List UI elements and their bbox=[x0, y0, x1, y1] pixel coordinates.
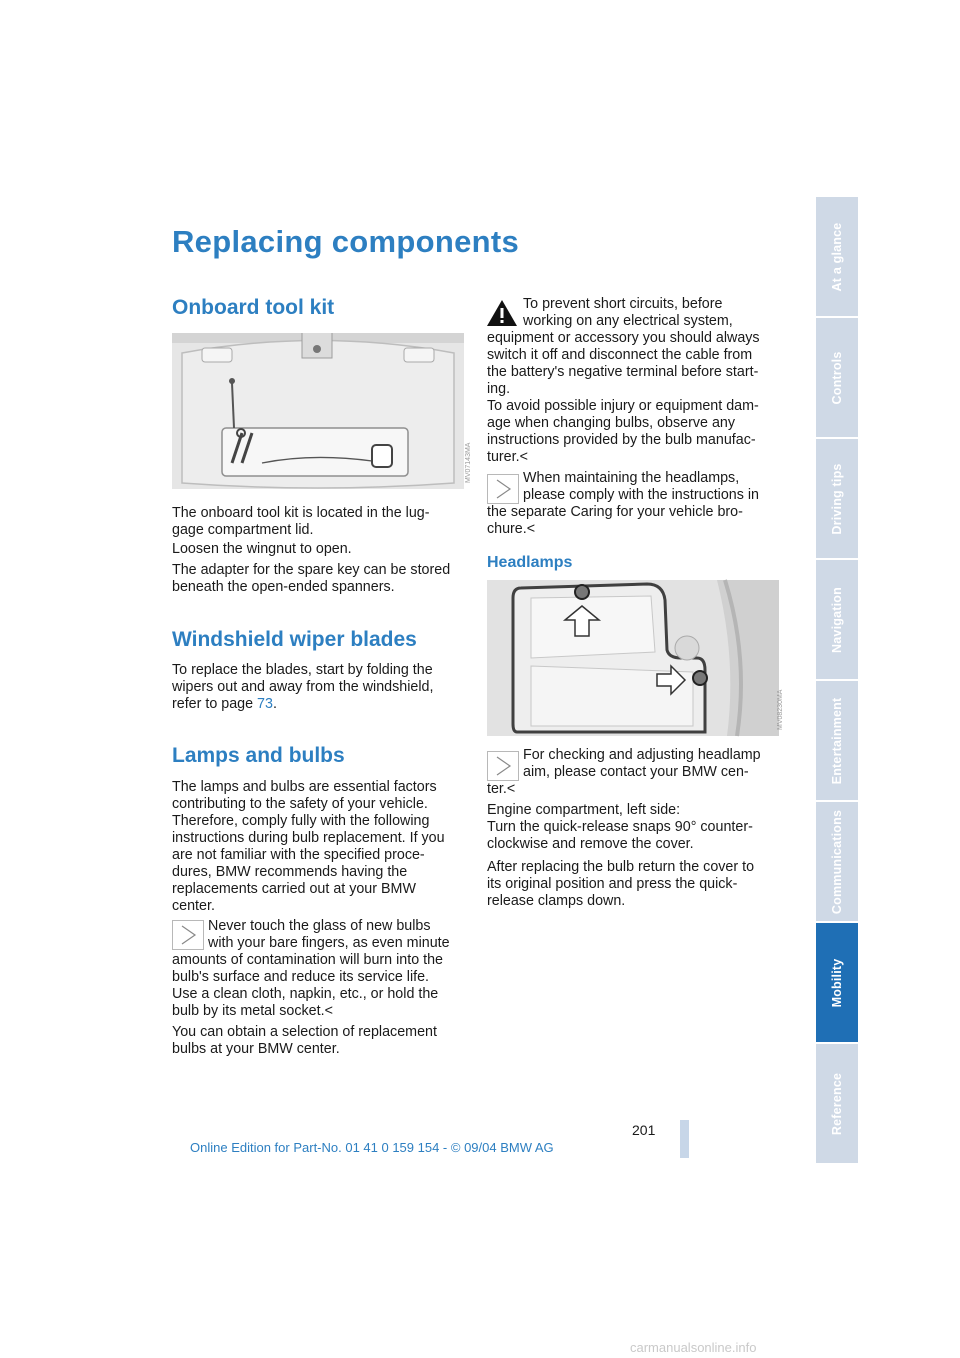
section-tabs bbox=[816, 197, 858, 1165]
tab-communications[interactable]: Communications bbox=[816, 802, 858, 921]
lamps-intro: The lamps and bulbs are essential factors contributing to the safety of your vehicle. Therefore, comply fully with the following instructions during bulb replacement. If you are not familiar with the specified proce- dures, BMW recommends having the replacements carried out at your BMW center. bbox=[172, 779, 445, 914]
heading-headlamps: Headlamps bbox=[487, 554, 573, 571]
tab-at-a-glance[interactable]: At a glance bbox=[816, 197, 858, 316]
page-marker-bar bbox=[680, 1120, 689, 1158]
headlamp-aim-note: For checking and adjusting headlamp aim, please contact your BMW cen- ter.< bbox=[487, 747, 761, 797]
page-title: Replacing components bbox=[172, 224, 520, 259]
tab-controls[interactable]: Controls bbox=[816, 318, 858, 437]
bulbs-availability: You can obtain a selection of replacement bulbs at your BMW center. bbox=[172, 1024, 437, 1057]
watermark: carmanualsonline.info bbox=[630, 1340, 757, 1355]
tool-kit-text-1: The onboard tool kit is located in the lug- gage compartment lid. bbox=[172, 505, 430, 538]
warning-text: To prevent short circuits, before working on any electrical system, equipment or accessory you should always switch it off and disconnect the cable from the battery's negative terminal before start- ing. To avoid possible injury or equipment dam- age when changing bulbs, observe any instructions provided by the bulb manufac- turer.< bbox=[487, 296, 760, 465]
heading-lamps-and-bulbs: Lamps and bulbs bbox=[172, 744, 345, 767]
headlamp-care-note: When maintaining the headlamps, please comply with the instructions in the separate Caring for your vehicle bro- chure.< bbox=[487, 470, 760, 537]
image-code: MV08230MA bbox=[777, 689, 784, 730]
tab-reference[interactable]: Reference bbox=[816, 1044, 858, 1163]
tab-entertainment[interactable]: Entertainment bbox=[816, 681, 858, 800]
engine-compartment-text: Engine compartment, left side: Turn the quick-release snaps 90° counter- clockwise and remove the cover. bbox=[487, 802, 753, 852]
bulb-note: Never touch the glass of new bulbs with your bare fingers, as even minute amounts of contamination will burn into the bulb's surface and reduce its service life. Use a clean cloth, napkin, etc., or hold the bulb by its metal socket.< bbox=[172, 918, 450, 1019]
footer-edition: Online Edition for Part-No. 01 41 0 159 154 - © 09/04 BMW AG bbox=[190, 1140, 554, 1155]
heading-onboard-tool-kit: Onboard tool kit bbox=[172, 296, 335, 319]
tool-kit-image bbox=[172, 333, 472, 489]
heading-windshield-wiper-blades: Windshield wiper blades bbox=[172, 628, 417, 651]
image-code: MV07143MA bbox=[465, 442, 472, 483]
tab-driving-tips[interactable]: Driving tips bbox=[816, 439, 858, 558]
page-link-73[interactable]: 73 bbox=[257, 696, 273, 712]
tab-mobility[interactable]: Mobility bbox=[816, 923, 858, 1042]
wiper-text: To replace the blades, start by folding the wipers out and away from the windshield, refer to page 73. bbox=[172, 662, 434, 712]
headlamps-image bbox=[487, 580, 784, 736]
tool-kit-text-2: Loosen the wingnut to open. bbox=[172, 541, 352, 557]
after-replacing-text: After replacing the bulb return the cover to its original position and press the quick- release clamps down. bbox=[487, 859, 755, 909]
page-number: 201 bbox=[632, 1122, 656, 1138]
tab-navigation[interactable]: Navigation bbox=[816, 560, 858, 679]
tool-kit-text-3: The adapter for the spare key can be stored beneath the open-ended spanners. bbox=[172, 562, 451, 595]
